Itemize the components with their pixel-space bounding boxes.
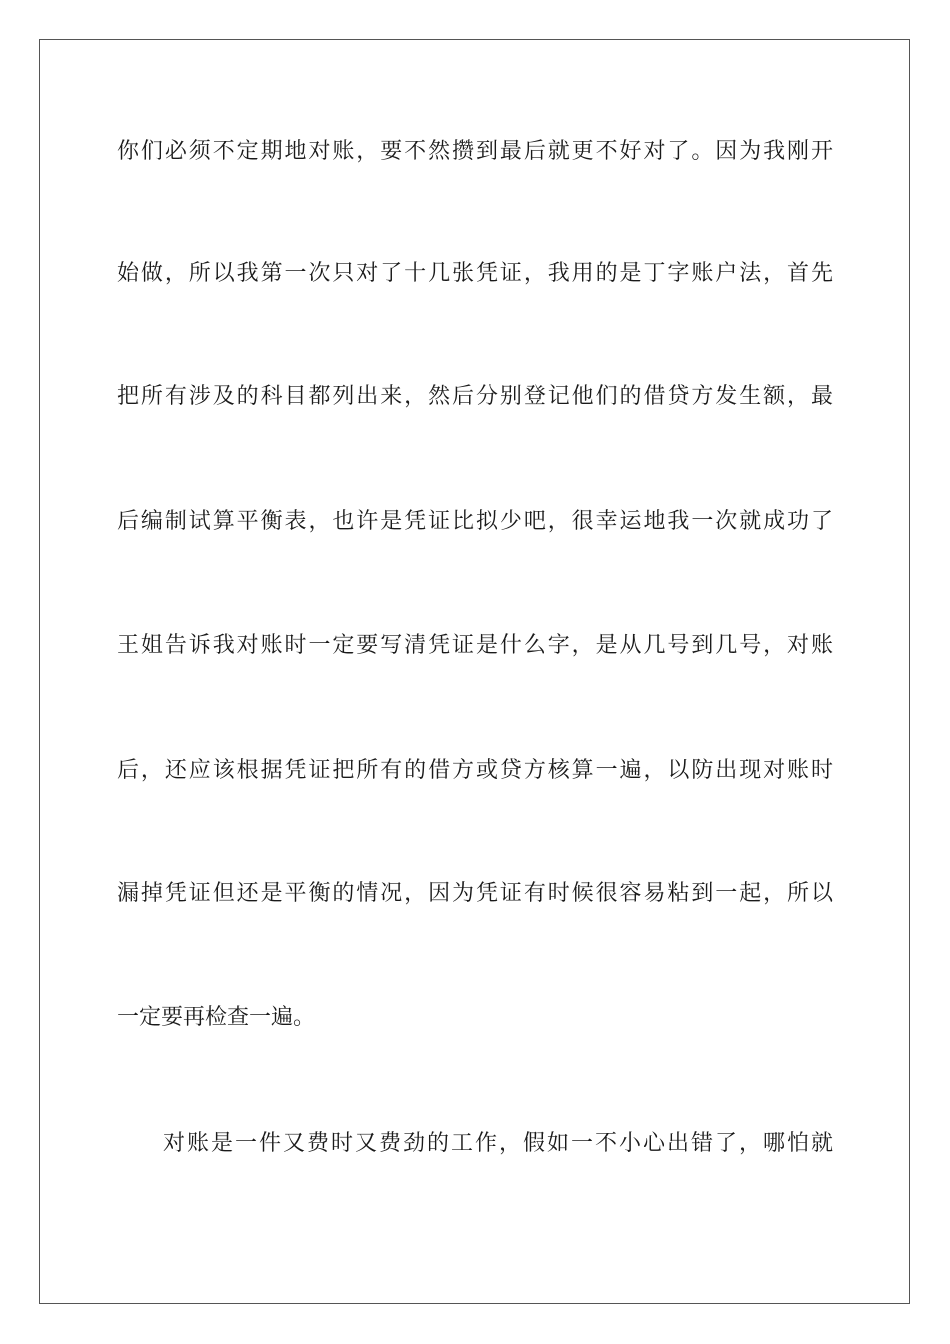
text-line-2: 始做，所以我第一次只对了十几张凭证，我用的是丁字账户法，首先 — [117, 261, 833, 286]
page-border — [39, 39, 910, 1304]
text-line-5: 王姐告诉我对账时一定要写清凭证是什么字，是从几号到几号，对账 — [117, 633, 833, 658]
text-line-8: 一定要再检查一遍。 — [117, 1005, 316, 1030]
text-line-7: 漏掉凭证但还是平衡的情况，因为凭证有时候很容易粘到一起，所以 — [117, 881, 833, 906]
text-line-9-paragraph-start: 对账是一件又费时又费劲的工作，假如一不小心出错了，哪怕就 — [163, 1131, 833, 1156]
text-line-1: 你们必须不定期地对账，要不然攒到最后就更不好对了。因为我刚开 — [117, 139, 833, 164]
text-line-3: 把所有涉及的科目都列出来，然后分别登记他们的借贷方发生额，最 — [117, 384, 833, 409]
text-line-4: 后编制试算平衡表，也许是凭证比拟少吧，很幸运地我一次就成功了 — [117, 509, 833, 534]
text-line-6: 后，还应该根据凭证把所有的借方或贷方核算一遍，以防出现对账时 — [117, 758, 833, 783]
